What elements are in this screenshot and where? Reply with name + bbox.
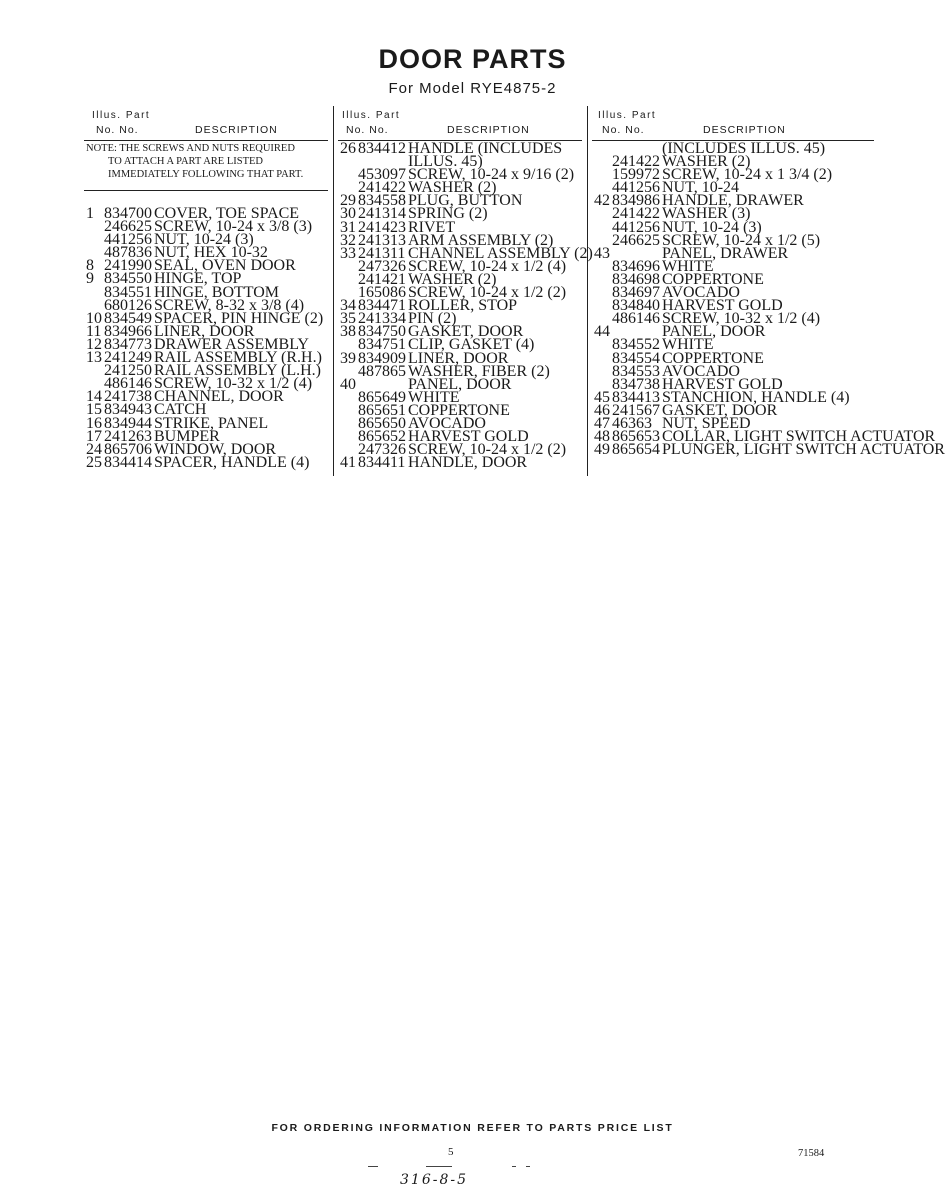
part-description: SCREW, 10-24 x 9/16 (2) [408,166,575,184]
part-number: 834751 [358,336,406,354]
part-description: LINER, DOOR [408,349,509,367]
parts-list [592,140,945,459]
part-description: SEAL, OVEN DOOR [154,257,296,275]
part-number: 159972 [612,166,660,184]
illus-number: 9 [86,270,94,288]
part-description: STRIKE, PANEL [154,414,269,432]
part-description: HINGE, TOP [154,270,242,288]
illus-number: 1 [86,205,94,222]
illus-number: 34 [340,297,356,315]
illus-number: 30 [340,205,356,223]
part-description: CLIP, GASKET (4) [408,336,535,354]
part-number: 487836 [104,244,152,262]
part-description: PLUNGER, LIGHT SWITCH ACTUATOR [662,441,945,459]
part-description: HINGE, BOTTOM [154,283,280,301]
part-number: 834553 [612,362,660,380]
part-description: WHITE [408,388,460,406]
part-number: 46363 [612,414,652,432]
part-description: COLLAR, LIGHT SWITCH ACTUATOR [662,428,936,446]
part-description: NUT, 10-24 [662,179,740,197]
model-subtitle: For Model RYE4875-2 [388,80,557,97]
part-number: 241422 [612,153,660,171]
part-number: 834738 [612,375,660,393]
part-description: GASKET, DOOR [662,401,778,419]
part-number: 834750 [358,323,406,341]
illus-number: 38 [340,323,356,341]
illus-number: 14 [86,388,102,406]
illus-number: 45 [594,388,610,406]
header-rule [84,140,328,141]
part-description: HARVEST GOLD [662,297,783,315]
part-number: 834696 [612,257,660,275]
part-number: 834943 [104,401,152,419]
page-number: 5 [448,1146,454,1158]
part-number: 487865 [358,362,406,380]
illus-number: 26 [340,140,356,157]
part-number: 241311 [358,244,406,262]
header-illus-part: Illus. Part [598,110,657,121]
part-description: CHANNEL, DOOR [154,388,284,406]
part-number: 834412 [358,140,406,157]
part-description: ARM ASSEMBLY (2) [408,231,554,249]
part-number: 834549 [104,309,152,327]
illus-number: 8 [86,257,94,275]
parts-list [84,207,334,469]
part-description: HARVEST GOLD [408,428,529,446]
part-number: 834554 [612,349,660,367]
illus-number: 32 [340,231,356,249]
column-divider [587,106,588,476]
illus-number: 42 [594,192,610,210]
assembly-note [86,142,303,181]
part-number: 865649 [358,388,406,406]
part-description: AVOCADO [662,284,740,302]
mark-line [426,1166,452,1167]
header-illus-part: Illus. Part [342,110,401,121]
part-description: COPPERTONE [662,270,764,288]
illus-number: 47 [594,414,610,432]
header-description: DESCRIPTION [195,124,278,136]
table-row [592,441,945,459]
part-description: AVOCADO [662,362,740,380]
part-number: 834909 [358,349,406,367]
part-description: DRAWER ASSEMBLY [154,335,309,353]
part-number: 241249 [104,349,152,367]
part-number: 241334 [358,310,406,328]
illus-number: 43 [594,244,610,262]
part-number: 865652 [358,428,406,446]
part-description: WASHER (3) [662,205,751,223]
part-description: PANEL, DOOR [408,375,512,393]
part-number: 441256 [612,179,660,197]
part-description: SCREW, 10-32 x 1/2 (4) [154,375,313,393]
part-number: 453097 [358,166,406,184]
note-line: TO ATTACH A PART ARE LISTED [108,156,263,168]
part-number: 834840 [612,297,660,315]
part-number: 834966 [104,322,152,340]
part-description: COPPERTONE [662,349,764,367]
part-description: SCREW, 10-24 x 1 3/4 (2) [662,166,833,184]
part-description: HARVEST GOLD [662,375,783,393]
part-number: 165086 [358,284,406,302]
part-number: 834986 [612,192,660,210]
part-description: CATCH [154,401,207,419]
mark-line [526,1166,530,1167]
illus-number: 33 [340,244,356,262]
part-description: NUT, 10-24 (3) [662,218,762,236]
part-number: 834551 [104,283,152,301]
part-description: AVOCADO [408,414,486,432]
part-number: 241313 [358,231,406,249]
part-description: GASKET, DOOR [408,323,524,341]
mark-line [512,1166,516,1167]
part-number: 834411 [358,454,406,472]
part-number: 865706 [104,440,152,458]
part-description: NUT, 10-24 (3) [154,231,254,249]
part-description: SPACER, PIN HINGE (2) [154,309,324,327]
part-number: 241423 [358,218,406,236]
header-no-no: No. No. [346,124,389,136]
illus-number: 24 [86,440,102,458]
part-number: 486146 [104,375,152,393]
part-number: 680126 [104,296,152,314]
part-number: 834413 [612,388,660,406]
illus-number: 39 [340,349,356,367]
part-description: PLUG, BUTTON [408,192,523,210]
illus-number: 35 [340,310,356,328]
part-number: 834698 [612,270,660,288]
note-line: NOTE: THE SCREWS AND NUTS REQUIRED [86,143,295,154]
part-description: WASHER, FIBER (2) [408,362,550,380]
part-description: SPACER, HANDLE (4) [154,453,310,471]
illus-number: 48 [594,428,610,446]
note-line: IMMEDIATELY FOLLOWING THAT PART. [108,169,304,181]
part-description: SCREW, 10-32 x 1/2 (4) [662,310,821,328]
part-number: 246625 [612,231,660,249]
illus-number: 41 [340,454,356,472]
part-description: WHITE [662,257,714,275]
mark-line [368,1166,378,1167]
document-code: 71584 [798,1148,825,1159]
part-description: COVER, TOE SPACE [154,205,300,222]
illus-number: 11 [86,322,102,340]
header-no-no: No. No. [602,124,645,136]
part-number: 834558 [358,192,406,210]
part-description: HANDLE, DOOR [408,454,528,472]
illus-number: 46 [594,401,610,419]
note-rule [84,190,328,191]
part-number: 865650 [358,414,406,432]
illus-number: 44 [594,323,610,341]
part-description: PIN (2) [408,310,457,328]
part-number: 241567 [612,401,660,419]
illus-number: 40 [340,375,356,393]
illus-number: 17 [86,427,102,445]
illus-number: 12 [86,335,102,353]
part-number: 834552 [612,336,660,354]
table-row [338,454,588,472]
part-description: ROLLER, STOP [408,297,518,315]
part-number: 834773 [104,335,152,353]
part-number: 834700 [104,205,152,222]
part-description: SCREW, 8-32 x 3/8 (4) [154,296,305,314]
part-description: SCREW, 10-24 x 1/2 (2) [408,441,567,459]
table-row [84,453,334,471]
part-number: 486146 [612,310,660,328]
part-description: CHANNEL ASSEMBLY (2) [408,244,593,262]
part-description: BUMPER [154,427,220,445]
part-number: 241314 [358,205,406,223]
part-number: 865651 [358,401,406,419]
part-description: SCREW, 10-24 x 3/8 (3) [154,218,313,236]
parts-list [338,140,593,472]
part-number: 865654 [612,441,660,459]
part-description: LINER, DOOR [154,322,255,340]
part-number: 241250 [104,362,152,380]
part-number: 247326 [358,441,406,459]
part-description: WASHER (2) [408,270,497,288]
part-description: NUT, HEX 10-32 [154,244,268,262]
part-number: 241738 [104,388,152,406]
part-number: 441256 [612,218,660,236]
header-description: DESCRIPTION [447,124,530,136]
column-divider [333,106,334,476]
part-description: RIVET [408,218,456,236]
illus-number: 13 [86,349,102,367]
part-description: ILLUS. 45) [408,153,483,171]
part-number: 834471 [358,297,406,315]
part-description: COPPERTONE [408,401,510,419]
part-number: 241263 [104,427,152,445]
handwritten-code: 316-8-5 [400,1172,468,1188]
part-description: HANDLE (INCLUDES [408,140,563,157]
part-description: HANDLE, DRAWER [662,192,804,210]
part-number: 441256 [104,231,152,249]
illus-number: 25 [86,453,102,471]
part-number: 241421 [358,270,406,288]
part-number: 865653 [612,428,660,446]
page-title: DOOR PARTS [378,44,567,74]
part-number: 834944 [104,414,152,432]
part-description: SCREW, 10-24 x 1/2 (2) [408,284,567,302]
part-number: 834697 [612,284,660,302]
part-description: SPRING (2) [408,205,488,223]
part-description: SCREW, 10-24 x 1/2 (4) [408,257,567,275]
part-description: RAIL ASSEMBLY (L.H.) [154,362,321,380]
part-description: PANEL, DOOR [662,323,766,341]
ordering-footer: FOR ORDERING INFORMATION REFER TO PARTS PRICE LIST [271,1122,674,1134]
part-description: NUT, SPEED [662,414,751,432]
illus-number: 31 [340,218,356,236]
illus-number: 16 [86,414,102,432]
part-description: WASHER (2) [408,179,497,197]
part-number: 241422 [358,179,406,197]
part-number: 247326 [358,257,406,275]
part-description: WASHER (2) [662,153,751,171]
part-number: 246625 [104,218,152,236]
part-description: WHITE [662,336,714,354]
illus-number: 10 [86,309,102,327]
part-number: 241422 [612,205,660,223]
part-description: SCREW, 10-24 x 1/2 (5) [662,231,821,249]
illus-number: 15 [86,401,102,419]
part-number: 834414 [104,453,152,471]
header-description: DESCRIPTION [703,124,786,136]
part-description: RAIL ASSEMBLY (R.H.) [154,349,322,367]
part-description: PANEL, DRAWER [662,244,789,262]
part-description: WINDOW, DOOR [154,440,277,458]
illus-number: 29 [340,192,356,210]
illus-number: 49 [594,441,610,459]
header-no-no: No. No. [96,124,139,136]
part-description: (INCLUDES ILLUS. 45) [662,140,826,157]
part-description: STANCHION, HANDLE (4) [662,388,850,406]
part-number: 241990 [104,257,152,275]
header-illus-part: Illus. Part [92,110,151,121]
part-number: 834550 [104,270,152,288]
